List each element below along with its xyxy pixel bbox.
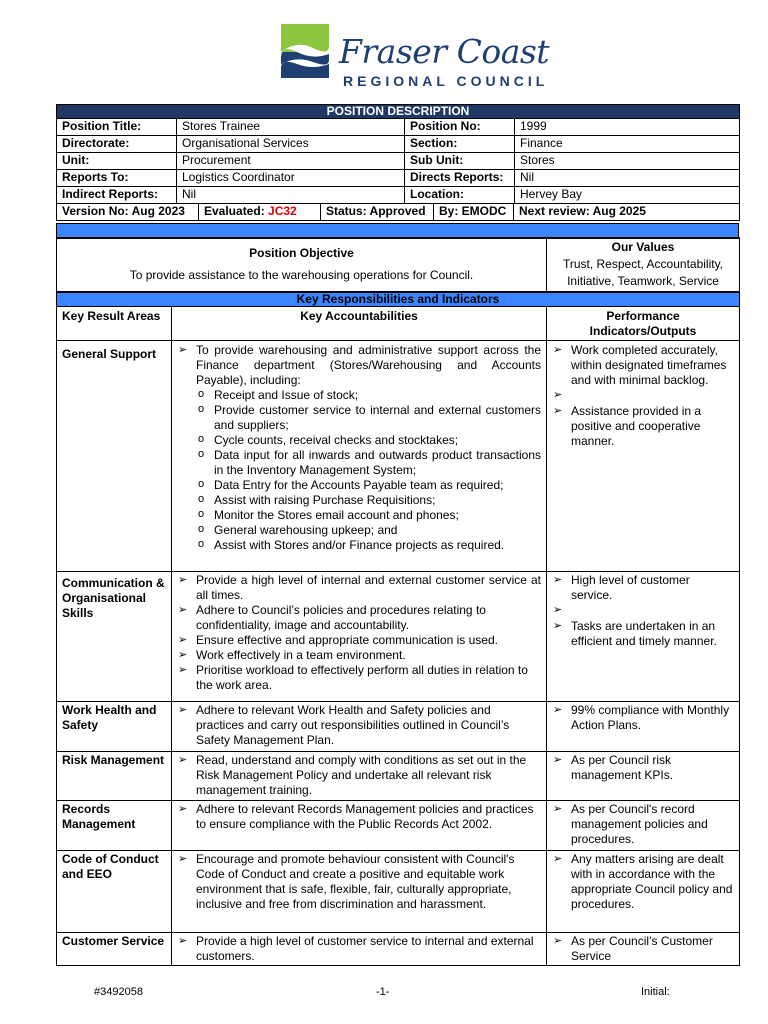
area-code-of-conduct: Code of Conduct and EEO — [57, 851, 172, 933]
table-row — [57, 851, 740, 933]
position-info-table — [56, 104, 740, 204]
values-text: Trust, Respect, Accountability, Initiative, Teamwork, Service — [562, 257, 724, 288]
directs-reports-label: Directs Reports: — [405, 170, 515, 187]
accountabilities-customer-service — [172, 933, 547, 966]
list-item: ➢ Encourage and promote behaviour consistent with Council's Code of Conduct and create a positive and equitable work environment that is safe, flexible, fair, culturally appropriate, inclusive and free from discrimination and harassment. — [177, 852, 541, 912]
evaluated — [199, 204, 321, 221]
list-item: ➢ As per Council’s Customer Service — [552, 934, 734, 964]
evaluated-label: Evaluated: — [204, 204, 265, 218]
version-no: Version No: Aug 2023 — [57, 204, 199, 221]
list-item: ➢ Work effectively in a team environment. — [177, 648, 541, 663]
table-row — [57, 801, 740, 851]
area-general-support: General Support — [57, 341, 172, 572]
status: Status: Approved — [321, 204, 434, 221]
indicators-whs — [547, 702, 740, 752]
list-item: ➢ 99% compliance with Monthly Action Plans. — [552, 703, 734, 733]
area-whs: Work Health and Safety — [57, 702, 172, 752]
col-key-result-areas: Key Result Areas — [57, 307, 172, 341]
indicators-code-of-conduct — [547, 851, 740, 933]
list-item: ➢ As per Council's record management policies and procedures. — [552, 802, 734, 847]
reports-to-label: Reports To: — [57, 170, 177, 187]
accountabilities-risk — [172, 752, 547, 801]
list-item: ➢ Adhere to relevant Records Management policies and practices to ensure compliance with the Public Records Act 2002. — [177, 802, 541, 832]
objective-text: To provide assistance to the warehousing operations for Council. — [129, 268, 474, 282]
position-no-value: 1999 — [515, 119, 740, 136]
area-risk: Risk Management — [57, 752, 172, 801]
indicators-communication — [547, 572, 740, 702]
directorate-label: Directorate: — [57, 136, 177, 153]
col-key-accountabilities: Key Accountabilities — [172, 307, 547, 341]
list-item: o Monitor the Stores email account and phones; — [177, 508, 541, 523]
accountabilities-records — [172, 801, 547, 851]
position-no-label: Position No: — [405, 119, 515, 136]
logo-subtitle: REGIONAL COUNCIL — [343, 73, 549, 89]
unit-label: Unit: — [57, 153, 177, 170]
col-performance-indicators: Performance Indicators/Outputs — [547, 307, 740, 341]
section-label: Section: — [405, 136, 515, 153]
sub-unit-label: Sub Unit: — [405, 153, 515, 170]
directs-reports-value: Nil — [515, 170, 740, 187]
reports-to-value: Logistics Coordinator — [177, 170, 405, 187]
unit-value: Procurement — [177, 153, 405, 170]
list-item: ➢ Provide a high level of internal and external customer service at all times. — [177, 573, 541, 603]
list-item: ➢ High level of customer service. — [552, 573, 734, 603]
sub-unit-value: Stores — [515, 153, 740, 170]
location-label: Location: — [405, 187, 515, 204]
location-value: Hervey Bay — [515, 187, 740, 204]
indirect-reports-value: Nil — [177, 187, 405, 204]
list-item: ➢ Ensure effective and appropriate communication is used. — [177, 633, 541, 648]
list-item: ➢ Assistance provided in a positive and cooperative manner. — [552, 404, 734, 449]
list-item: ➢ To provide warehousing and administrative support across the Finance department (Stores/Warehousing and Accounts Payable), including: — [177, 343, 541, 388]
indicators-records — [547, 801, 740, 851]
accountabilities-whs — [172, 702, 547, 752]
key-responsibilities-block — [56, 292, 739, 966]
footer-page-number: -1- — [376, 986, 390, 998]
table-row — [57, 752, 740, 801]
objective-heading: Position Objective — [249, 246, 354, 260]
version-table — [56, 203, 740, 221]
indicators-general-support — [547, 341, 740, 572]
list-item: o General warehousing upkeep; and — [177, 523, 541, 538]
list-item: ➢ Work completed accurately, within designated timeframes and with minimal backlog. — [552, 343, 734, 388]
indicators-customer-service — [547, 933, 740, 966]
key-responsibilities-table — [56, 292, 740, 966]
footer-initial: Initial: — [641, 986, 670, 998]
area-records: Records Management — [57, 801, 172, 851]
position-info-block — [56, 104, 739, 221]
logo-wave-icon — [263, 22, 331, 82]
list-item: ➢ Tasks are undertaken in an efficient and timely manner. — [552, 619, 734, 649]
section-value: Finance — [515, 136, 740, 153]
evaluated-by: By: EMODC — [434, 204, 514, 221]
list-item: ➢ Provide a high level of customer service to internal and external customers. — [177, 934, 541, 964]
area-customer-service: Customer Service — [57, 933, 172, 966]
position-title-label: Position Title: — [57, 119, 177, 136]
logo-title: Fraser Coast — [339, 32, 550, 71]
position-description-header: POSITION DESCRIPTION — [57, 105, 740, 119]
next-review: Next review: Aug 2025 — [514, 204, 740, 221]
list-item: o Data input for all inwards and outwards product transactions in the Inventory Management System; — [177, 448, 541, 478]
directorate-value: Organisational Services — [177, 136, 405, 153]
values-heading: Our Values — [611, 240, 675, 254]
indicators-risk — [547, 752, 740, 801]
accountabilities-communication — [172, 572, 547, 702]
area-communication: Communication & Organisational Skills — [57, 572, 172, 702]
accountabilities-code-of-conduct — [172, 851, 547, 933]
objective-table — [56, 237, 740, 292]
fraser-coast-logo — [263, 22, 550, 94]
objective-block — [56, 237, 739, 292]
footer-doc-number: #3492058 — [94, 986, 143, 998]
list-item: o Data Entry for the Accounts Payable team as required; — [177, 478, 541, 493]
table-row — [57, 572, 740, 702]
indirect-reports-label: Indirect Reports: — [57, 187, 177, 204]
list-item: o Receipt and Issue of stock; — [177, 388, 541, 403]
list-item: ➢ Adhere to relevant Work Health and Safety policies and practices and carry out responsibilities outlined in Council’s Safety Management Plan. — [177, 703, 541, 748]
table-row — [57, 933, 740, 966]
key-responsibilities-header: Key Responsibilities and Indicators — [57, 293, 740, 307]
accountabilities-general-support — [172, 341, 547, 572]
values-cell — [547, 238, 740, 292]
position-title-value: Stores Trainee — [177, 119, 405, 136]
evaluated-code: JC32 — [268, 204, 297, 218]
list-item: ➢ Adhere to Council’s policies and procedures relating to confidentiality, image and accountability. — [177, 603, 541, 633]
list-item: ➢ As per Council risk management KPIs. — [552, 753, 734, 783]
list-item: o Assist with Stores and/or Finance projects as required. — [177, 538, 541, 553]
table-row — [57, 702, 740, 752]
list-item: o Provide customer service to internal and external customers and suppliers; — [177, 403, 541, 433]
list-item: o Cycle counts, receival checks and stocktakes; — [177, 433, 541, 448]
table-row — [57, 341, 740, 572]
objective-cell — [57, 238, 547, 292]
list-item: ➢ Any matters arising are dealt with in accordance with the appropriate Council policy and procedures. — [552, 852, 734, 912]
list-item: ➢ Read, understand and comply with conditions as set out in the Risk Management Policy and undertake all relevant risk management training. — [177, 753, 541, 798]
list-item: ➢ Prioritise workload to effectively perform all duties in relation to the work area. — [177, 663, 541, 693]
list-item: o Assist with raising Purchase Requisitions; — [177, 493, 541, 508]
